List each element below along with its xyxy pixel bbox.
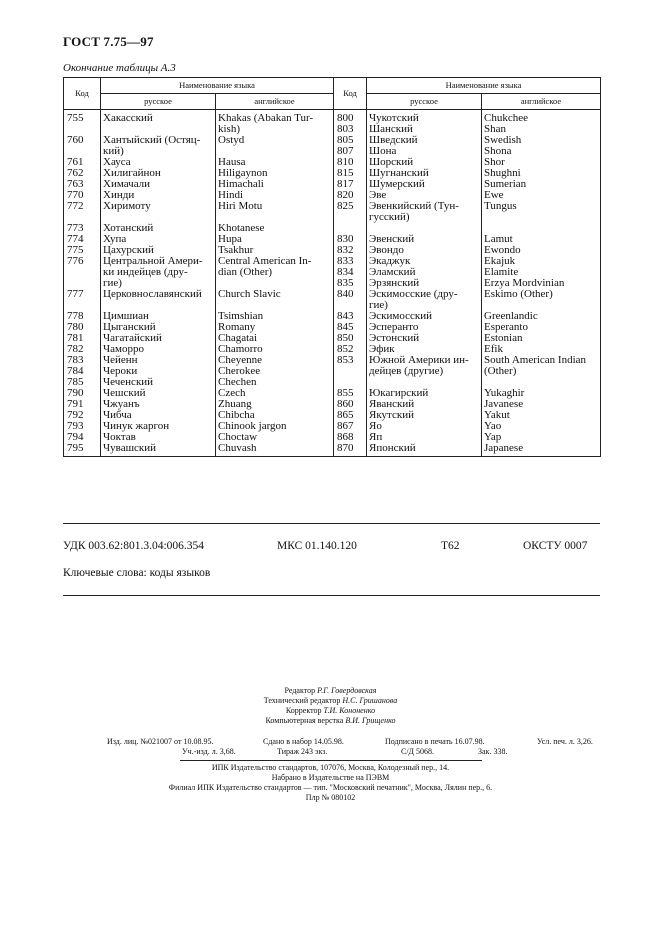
ru-name-right: Экаджук Эламский Эрзянский	[367, 256, 482, 289]
ru-name-right: Эскимосские (дру- гие)	[367, 289, 482, 311]
publisher-block	[0, 763, 661, 803]
code-left: 763	[64, 179, 101, 190]
en-name-right: Eskimo (Other)	[482, 289, 601, 311]
layout-name: В.И. Грищенко	[345, 716, 396, 725]
code-right: 820	[334, 190, 367, 201]
divider-bottom	[63, 595, 600, 596]
table-row	[64, 311, 601, 388]
corrector-name: Т.И. Кононенко	[323, 706, 376, 715]
signed-date: Подписано в печать 16.07.98.	[385, 737, 485, 746]
mks-code: МКС 01.140.120	[277, 540, 357, 552]
publish-sheets: Уч.-изд. л. 3,68.	[182, 747, 236, 756]
code-right: 805 807	[334, 135, 367, 157]
table-row	[64, 289, 601, 311]
order-number: Зак. 338.	[478, 747, 508, 756]
editors-block	[0, 686, 661, 726]
license-info: Изд. лиц. №021007 от 10.08.95.	[107, 737, 214, 746]
ru-name-left: Цахурский	[101, 245, 216, 256]
ru-name-right: Шведский Шона	[367, 135, 482, 157]
code-left: 778 780 781 782 783 784 785	[64, 311, 101, 388]
typeset-date: Сдано в набор 14.05.98.	[263, 737, 344, 746]
okstu-code: ОКСТУ 0007	[523, 540, 588, 552]
en-name-left: Church Slavic	[216, 289, 334, 311]
en-name-right: Shor	[482, 157, 601, 168]
page-header: ГОСТ 7.75—97	[63, 34, 154, 49]
t-code: Т62	[441, 540, 460, 552]
code-right: 825	[334, 201, 367, 223]
en-name-left: Hindi	[216, 190, 334, 201]
en-name-left: Khakas (Abakan Tur- kish)	[216, 110, 334, 136]
en-name-right: Ewondo	[482, 245, 601, 256]
ru-name-left: Цимшиан Цыганский Чагатайский Чаморро Чейенн Чероки Чеченский	[101, 311, 216, 388]
en-name-right: Shughni	[482, 168, 601, 179]
code-right: 840	[334, 289, 367, 311]
divider-top	[63, 523, 600, 524]
print-run: Тираж 243 экз.	[277, 747, 328, 756]
ru-name-right: Эскимосский Эсперанто Эстонский Эфик Южной Америки ин- дейцев (другие)	[367, 311, 482, 388]
table-row	[64, 179, 601, 190]
table-row	[64, 201, 601, 223]
udk-code: УДК 003.62:801.3.04:006.354	[63, 540, 205, 552]
code-right: 817	[334, 179, 367, 190]
en-name-right: Yukaghir Javanese Yakut Yao Yap Japanese	[482, 388, 601, 457]
ru-name-left: Химачали	[101, 179, 216, 190]
table-row	[64, 256, 601, 289]
col-en-header-right: английское	[482, 94, 601, 110]
code-right: 855 860 865 867 868 870	[334, 388, 367, 457]
en-name-right: Lamut	[482, 234, 601, 245]
code-left: 790 791 792 793 794 795	[64, 388, 101, 457]
code-right: 843 845 850 852 853	[334, 311, 367, 388]
code-left: 760	[64, 135, 101, 157]
keywords: Ключевые слова: коды языков	[63, 567, 211, 579]
code-left: 774	[64, 234, 101, 245]
code-left: 762	[64, 168, 101, 179]
language-codes-table	[63, 77, 601, 457]
print-sheets: Усл. печ. л. 3,26.	[537, 737, 593, 746]
code-left: 755	[64, 110, 101, 136]
code-left: 773	[64, 223, 101, 234]
code-left: 772	[64, 201, 101, 223]
en-name-left: Hupa	[216, 234, 334, 245]
en-name-left: Ostyd	[216, 135, 334, 157]
col-en-header-left: английское	[216, 94, 334, 110]
en-name-left: Himachali	[216, 179, 334, 190]
publisher-address: ИПК Издательство стандартов, 107076, Москва, Колодезный пер., 14.	[211, 763, 450, 772]
en-name-left: Central American In- dian (Other)	[216, 256, 334, 289]
imprint-divider	[180, 760, 482, 761]
en-name-right: Ewe	[482, 190, 601, 201]
ru-name-left: Хупа	[101, 234, 216, 245]
ru-name-left: Хилигайнон	[101, 168, 216, 179]
code-left: 776	[64, 256, 101, 289]
table-caption: Окончание таблицы А.3	[63, 62, 176, 74]
ru-name-right: Чукотский Шанский	[367, 110, 482, 136]
layout-label: Компьютерная верстка	[265, 716, 344, 725]
code-right: 815	[334, 168, 367, 179]
en-name-right: Sumerian	[482, 179, 601, 190]
en-name-left: Czech Zhuang Chibcha Chinook jargon Choctaw Chuvash	[216, 388, 334, 457]
code-left: 775	[64, 245, 101, 256]
ru-name-left: Чешский Чжуанъ Чибча Чинук жаргон Чоктав Чувашский	[101, 388, 216, 457]
en-name-right: Chukchee Shan	[482, 110, 601, 136]
ru-name-right: Шумерский	[367, 179, 482, 190]
en-name-right: Swedish Shona	[482, 135, 601, 157]
en-name-right: Tungus	[482, 201, 601, 223]
table-row	[64, 223, 601, 234]
ru-name-left: Хантыйский (Остяц- кий)	[101, 135, 216, 157]
tech-editor-name: Н.С. Гришанова	[342, 696, 398, 705]
printer-address: Филиал ИПК Издательство стандартов — тип. "Московский печатник", Москва, Лялин пер., 6.	[168, 783, 493, 792]
code-left: 770	[64, 190, 101, 201]
col-name-group-header-left: Наименование языка	[101, 78, 334, 94]
en-name-left: Khotanese	[216, 223, 334, 234]
code-right: 800 803	[334, 110, 367, 136]
en-name-left: Tsimshian Romany Chagatai Chamorro Cheyenne Cherokee Chechen	[216, 311, 334, 388]
en-name-left: Tsakhur	[216, 245, 334, 256]
editor-label: Редактор	[284, 686, 316, 695]
ru-name-left: Хауса	[101, 157, 216, 168]
corrector-label: Корректор	[285, 706, 322, 715]
tech-editor-label: Технический редактор	[263, 696, 341, 705]
code-right: 830	[334, 234, 367, 245]
sd-number: С/Д 5068.	[401, 747, 435, 756]
plr-number: Плр № 080102	[305, 793, 356, 802]
ru-name-right: Эвенский	[367, 234, 482, 245]
ru-name-left: Хиримоту	[101, 201, 216, 223]
code-right: 810	[334, 157, 367, 168]
ru-name-left: Хакасский	[101, 110, 216, 136]
en-name-left: Hiri Motu	[216, 201, 334, 223]
ru-name-right: Эве	[367, 190, 482, 201]
ru-name-left: Церковнославянский	[101, 289, 216, 311]
code-right: 832	[334, 245, 367, 256]
col-code-header-right: Код	[334, 78, 367, 110]
ru-name-left: Центральной Амери- ки индейцев (дру- гие)	[101, 256, 216, 289]
en-name-left: Hausa	[216, 157, 334, 168]
table-row	[64, 110, 601, 136]
col-code-header-left: Код	[64, 78, 101, 110]
code-right: 833 834 835	[334, 256, 367, 289]
ru-name-right: Шугнанский	[367, 168, 482, 179]
code-left: 777	[64, 289, 101, 311]
ru-name-right: Эвондо	[367, 245, 482, 256]
col-name-group-header-right: Наименование языка	[367, 78, 601, 94]
table-row	[64, 135, 601, 157]
ru-name-right: Юкагирский Яванский Якутский Яо Яп Японский	[367, 388, 482, 457]
en-name-right: Ekajuk Elamite Erzya Mordvinian	[482, 256, 601, 289]
ru-name-right: Шорский	[367, 157, 482, 168]
table-row	[64, 388, 601, 457]
ru-name-left: Хотанский	[101, 223, 216, 234]
en-name-right: Greenlandic Esperanto Estonian Efik South American Indian (Other)	[482, 311, 601, 388]
ru-name-right: Эвенкийский (Тун- гусский)	[367, 201, 482, 223]
ru-name-left: Хинди	[101, 190, 216, 201]
col-ru-header-left: русское	[101, 94, 216, 110]
typeset-note: Набрано в Издательстве на ПЭВМ	[271, 773, 390, 782]
code-left: 761	[64, 157, 101, 168]
editor-name: Р.Г. Говердовская	[317, 686, 377, 695]
en-name-left: Hiligaynon	[216, 168, 334, 179]
col-ru-header-right: русское	[367, 94, 482, 110]
